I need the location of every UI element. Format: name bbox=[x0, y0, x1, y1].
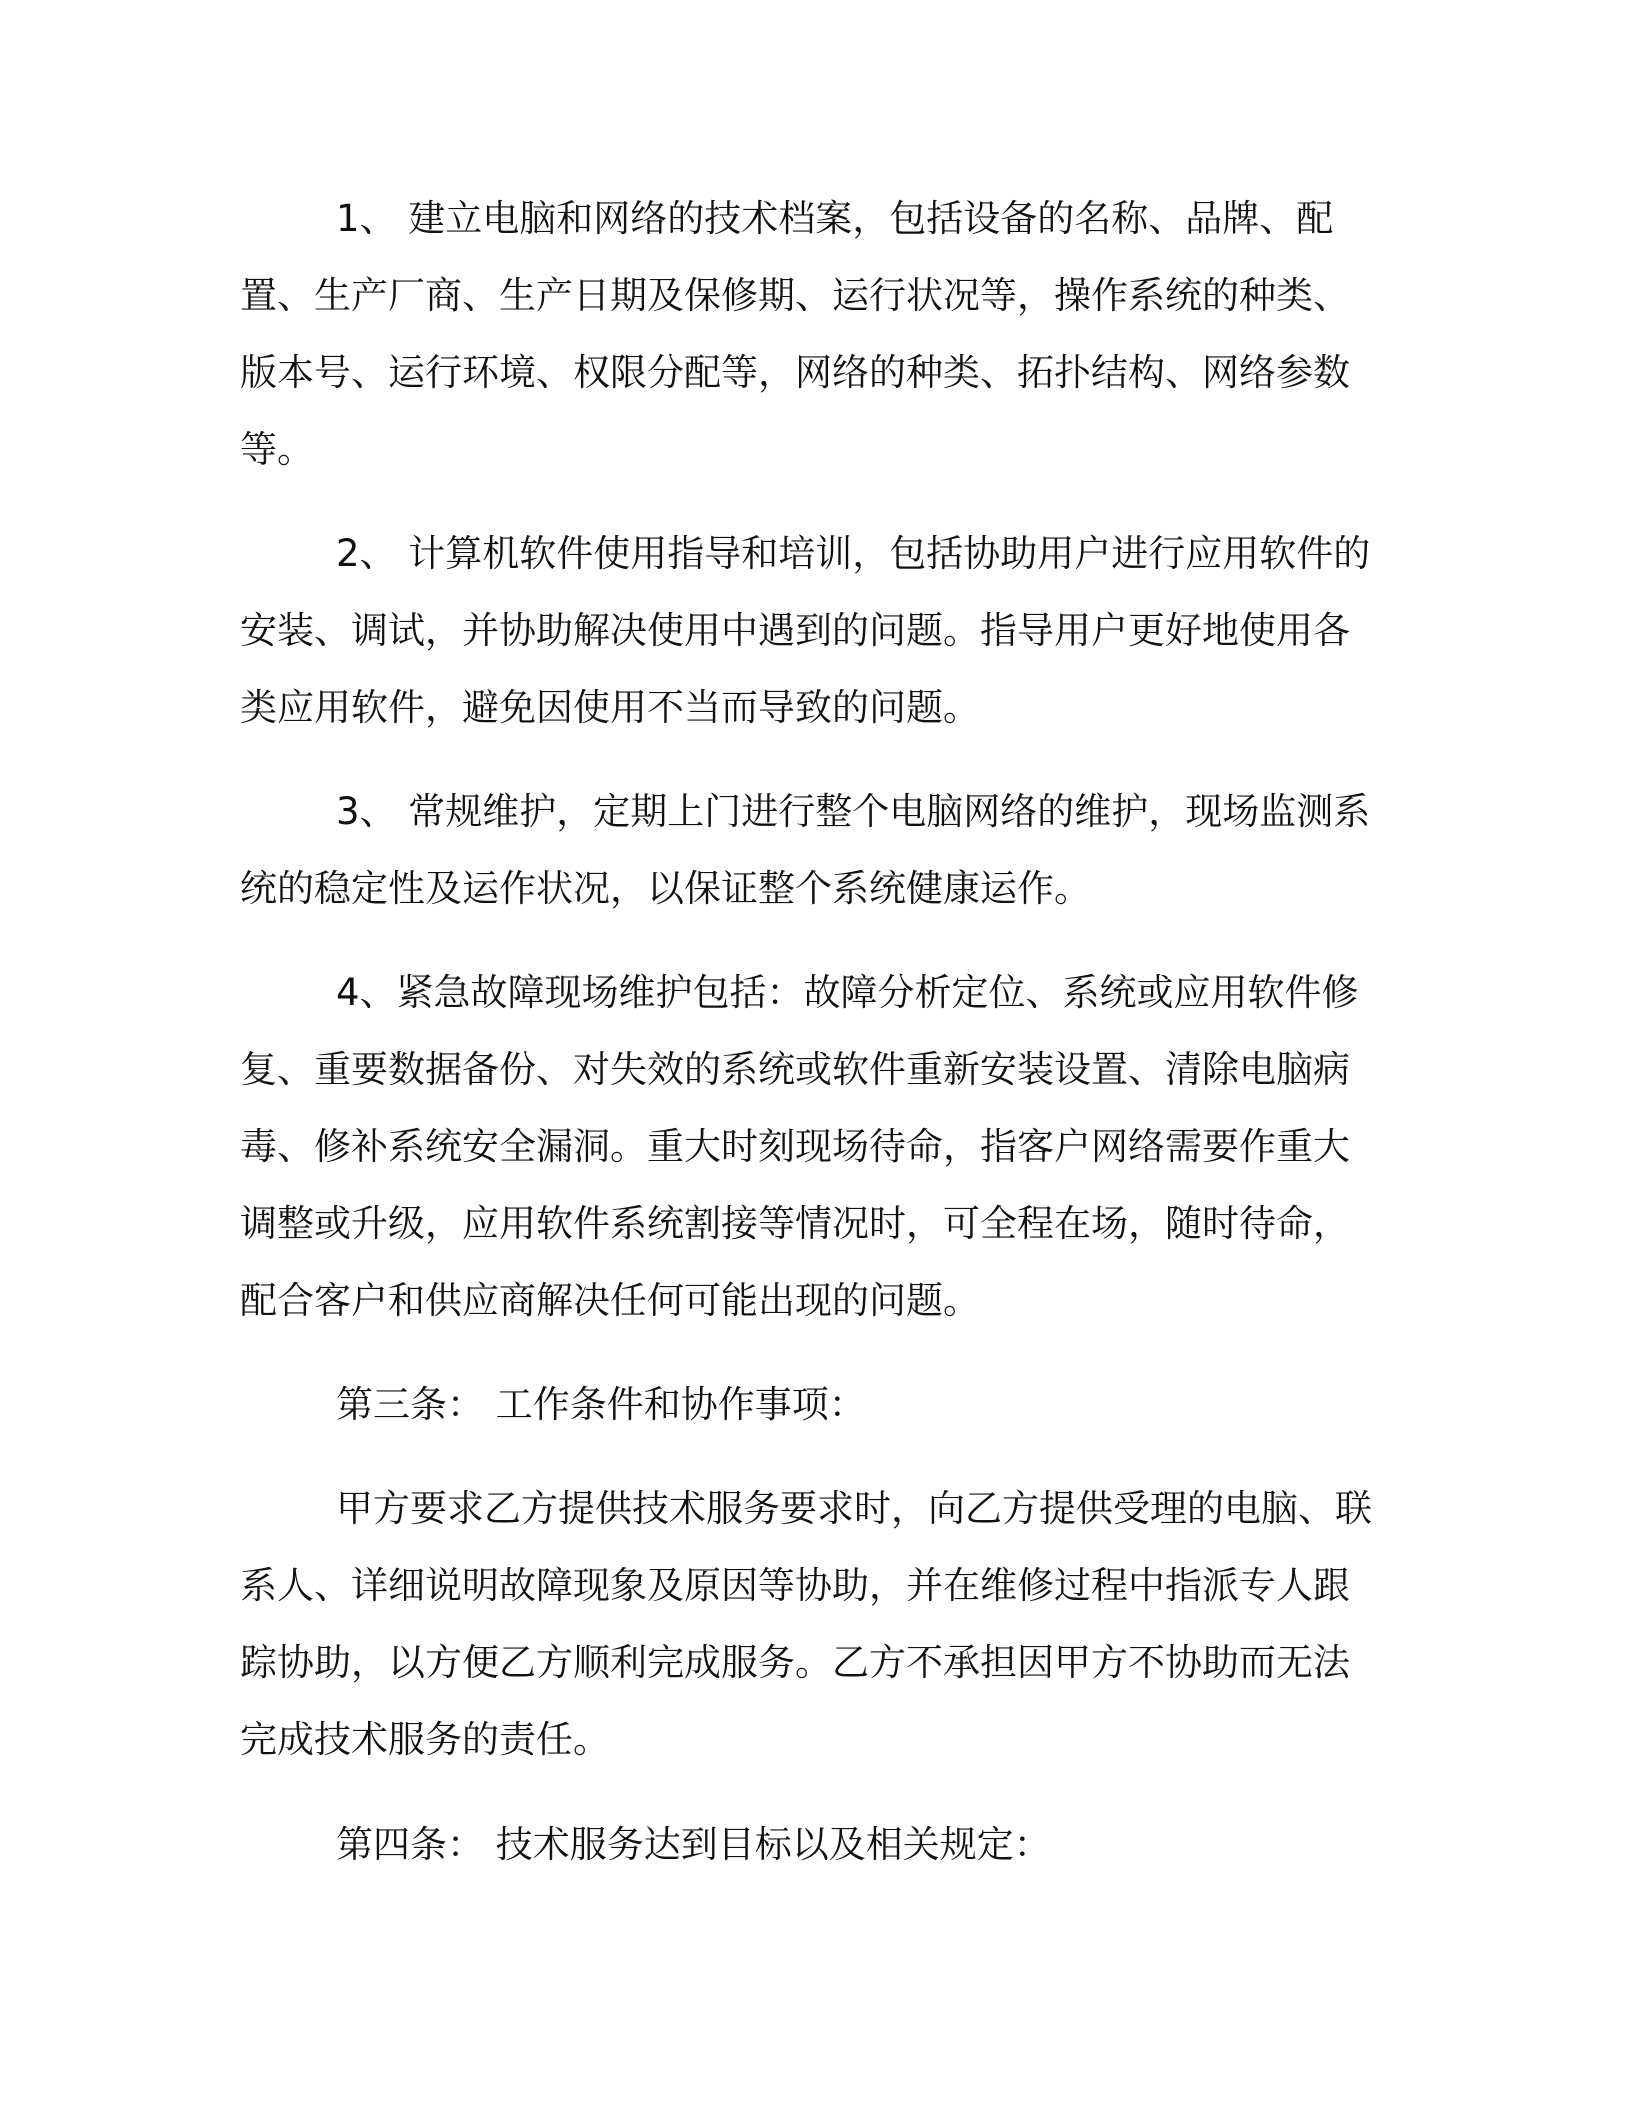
text-line: 完成技术服务的责任。 bbox=[240, 1718, 610, 1761]
text-line: 1、 建立电脑和网络的技术档案，包括设备的名称、品牌、配 bbox=[336, 197, 1334, 240]
section-heading: 第四条： 技术服务达到目标以及相关规定： bbox=[336, 1823, 1051, 1866]
text-line: 置、生产厂商、生产日期及保修期、运行状况等，操作系统的种类、 bbox=[240, 274, 1350, 317]
text-line: 类应用软件，避免因使用不当而导致的问题。 bbox=[240, 686, 980, 729]
text-line: 配合客户和供应商解决任何可能出现的问题。 bbox=[240, 1279, 980, 1322]
article-3-heading bbox=[240, 1366, 1390, 1443]
section-heading: 第三条： 工作条件和协作事项： bbox=[336, 1383, 866, 1426]
paragraph-item-4 bbox=[240, 954, 1390, 1339]
text-line: 调整或升级，应用软件系统割接等情况时，可全程在场，随时待命， bbox=[240, 1202, 1350, 1245]
text-line: 统的稳定性及运作状况，以保证整个系统健康运作。 bbox=[240, 867, 1091, 910]
text-line: 复、重要数据备份、对失效的系统或软件重新安装设置、清除电脑病 bbox=[240, 1048, 1350, 1091]
text-line: 系人、详细说明故障现象及原因等协助，并在维修过程中指派专人跟 bbox=[240, 1564, 1350, 1607]
paragraph-item-3 bbox=[240, 773, 1390, 927]
text-line: 毒、修补系统安全漏洞。重大时刻现场待命，指客户网络需要作重大 bbox=[240, 1125, 1350, 1168]
paragraph-item-1 bbox=[240, 180, 1390, 488]
text-line: 甲方要求乙方提供技术服务要求时，向乙方提供受理的电脑、联 bbox=[336, 1487, 1372, 1530]
text-line: 2、 计算机软件使用指导和培训，包括协助用户进行应用软件的 bbox=[336, 532, 1371, 575]
article-4-heading bbox=[240, 1806, 1390, 1883]
text-line: 安装、调试，并协助解决使用中遇到的问题。指导用户更好地使用各 bbox=[240, 609, 1350, 652]
text-line: 4、紧急故障现场维护包括：故障分析定位、系统或应用软件修 bbox=[336, 971, 1359, 1014]
article-3-body bbox=[240, 1470, 1390, 1778]
text-line: 3、 常规维护，定期上门进行整个电脑网络的维护，现场监测系 bbox=[336, 790, 1371, 833]
text-line: 踪协助，以方便乙方顺利完成服务。乙方不承担因甲方不协助而无法 bbox=[240, 1641, 1350, 1684]
text-line: 等。 bbox=[240, 428, 314, 471]
paragraph-item-2 bbox=[240, 515, 1390, 746]
text-line: 版本号、运行环境、权限分配等，网络的种类、拓扑结构、网络参数 bbox=[240, 351, 1350, 394]
